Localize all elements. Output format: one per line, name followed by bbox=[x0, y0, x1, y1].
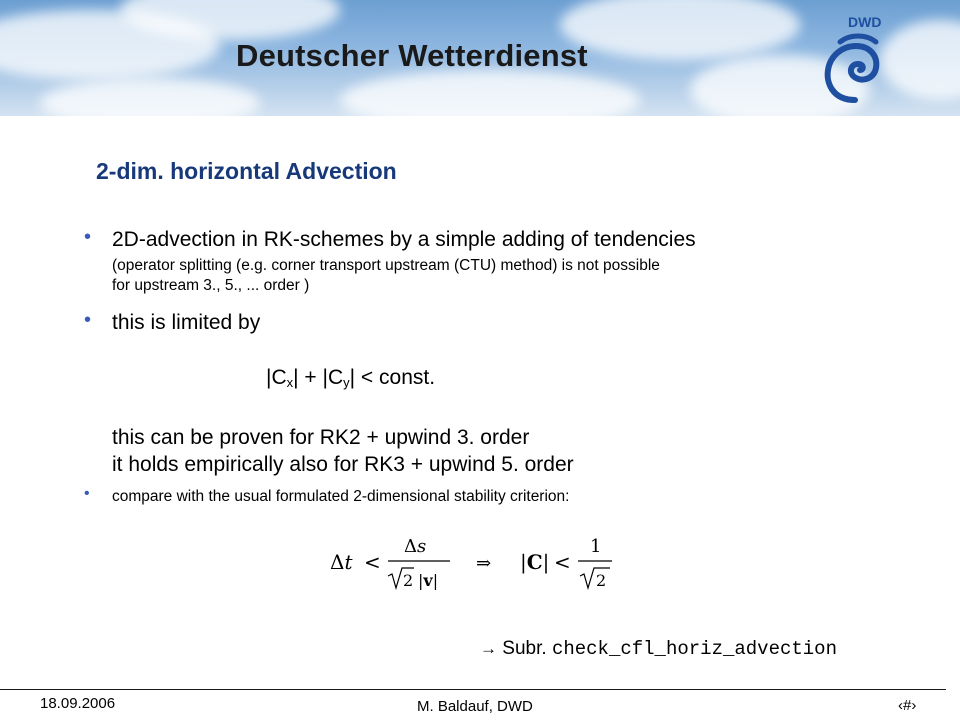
bullet-marker: • bbox=[84, 485, 90, 502]
svg-text:⇒: ⇒ bbox=[476, 553, 492, 574]
svg-text:Δs: Δs bbox=[404, 536, 427, 557]
slide-title: 2-dim. horizontal Advection bbox=[96, 158, 397, 184]
bullet1-main: 2D-advection in RK-schemes by a simple adding of tendencies bbox=[112, 228, 696, 251]
formula-subscript-y: y bbox=[343, 375, 350, 390]
subroutine-reference bbox=[480, 638, 837, 660]
svg-text:|v|: |v| bbox=[418, 571, 439, 590]
cloud-shape bbox=[340, 70, 640, 116]
footer-author: M. Baldauf, DWD bbox=[417, 698, 533, 715]
formula-subscript-x: x bbox=[286, 375, 294, 390]
svg-text:<: < bbox=[364, 550, 381, 574]
svg-text:1: 1 bbox=[590, 536, 602, 557]
svg-text:Δt: Δt bbox=[330, 550, 353, 574]
cfl-limit-formula bbox=[266, 366, 435, 390]
svg-text:<: < bbox=[554, 550, 571, 574]
cloud-shape bbox=[880, 20, 960, 100]
cloud-shape bbox=[40, 78, 260, 116]
footer-date: 18.09.2006 bbox=[40, 695, 116, 712]
proven-statement: this can be proven for RK2 + upwind 3. order bbox=[112, 426, 530, 449]
stability-criterion-equation bbox=[328, 530, 618, 594]
svg-text:2: 2 bbox=[596, 571, 607, 590]
footer-divider bbox=[0, 689, 946, 690]
empirical-statement: it holds empirically also for RK3 + upwind 5. order bbox=[112, 453, 574, 476]
footer-page-number: ‹#› bbox=[898, 697, 917, 714]
bullet3-main: compare with the usual formulated 2-dimensional stability criterion: bbox=[112, 488, 570, 505]
subroutine-prefix: Subr. bbox=[502, 638, 547, 659]
svg-text:|C|: |C| bbox=[520, 550, 550, 574]
bullet2-main: this is limited by bbox=[112, 311, 261, 334]
formula-part: |C bbox=[266, 366, 287, 389]
bullet-marker: • bbox=[84, 309, 92, 331]
bullet-marker: • bbox=[84, 226, 92, 248]
svg-text:2: 2 bbox=[403, 571, 414, 590]
organization-name: Deutscher Wetterdienst bbox=[236, 38, 588, 73]
bullet1-sub-line2: for upstream 3., 5., ... order ) bbox=[112, 277, 310, 294]
right-arrow-icon: → bbox=[480, 639, 497, 658]
dwd-logo-text: DWD bbox=[848, 14, 882, 30]
cloud-shape bbox=[560, 0, 800, 60]
subroutine-name: check_cfl_horiz_advection bbox=[551, 638, 837, 660]
bullet1-sub-line1: (operator splitting (e.g. corner transport upstream (CTU) method) is not possible bbox=[112, 257, 660, 274]
formula-part: | < const. bbox=[349, 366, 436, 389]
formula-part: | + |C bbox=[293, 366, 344, 389]
header-banner bbox=[0, 0, 960, 116]
